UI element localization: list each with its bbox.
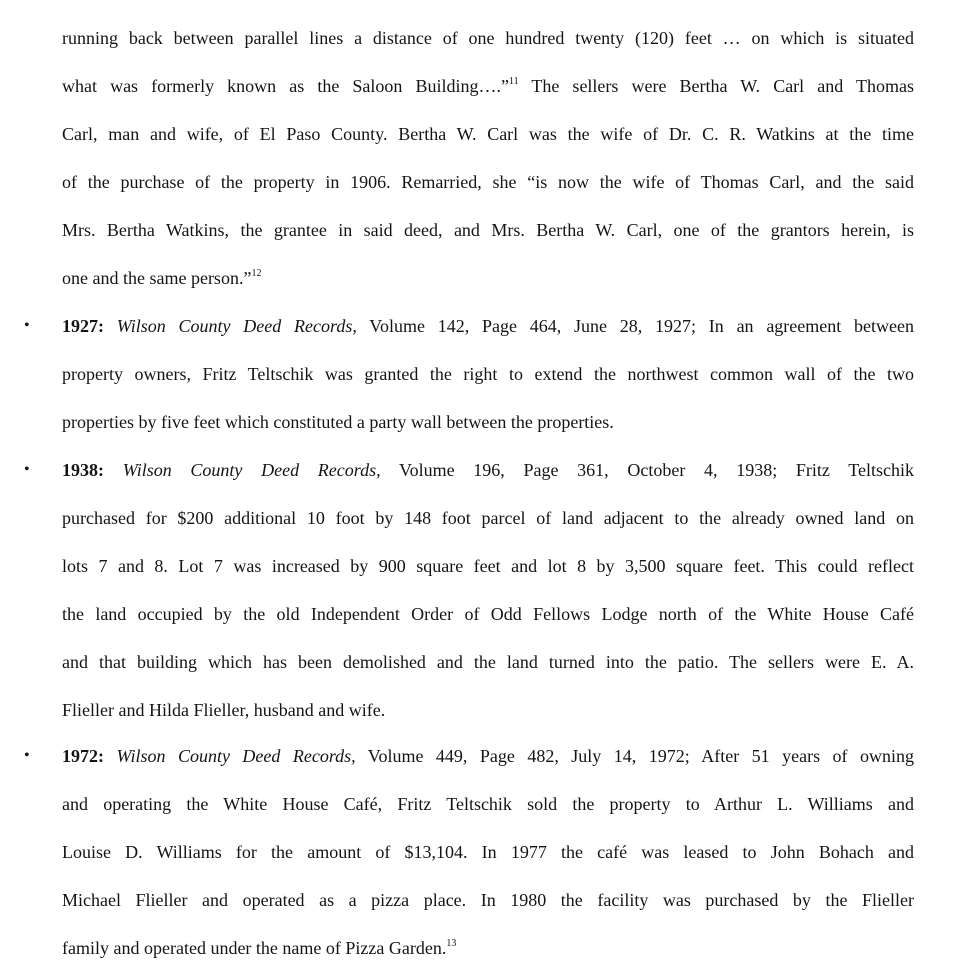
intro-line-2b: The sellers were Bertha W. Carl and Thomas <box>518 76 914 96</box>
entry-1972-line-3: Louise D. Williams for the amount of $13,104. In 1977 the café was leased to John Bohach and <box>62 842 914 862</box>
entry-1927-line-2: property owners, Fritz Teltschik was granted the right to extend the northwest common wall of the two <box>62 364 914 384</box>
entry-1972-line-1 <box>62 732 914 780</box>
entry-1927-line-3: properties by five feet which constituted a party wall between the properties. <box>62 412 614 432</box>
entry-1927-line-1 <box>62 302 914 350</box>
bullet-1972: • <box>24 747 30 764</box>
intro-line-1: running back between parallel lines a distance of one hundred twenty (120) feet … on which is situated <box>62 28 914 48</box>
entry-1938-line-2: purchased for $200 additional 10 foot by 148 foot parcel of land adjacent to the already owned land on <box>62 508 914 528</box>
entry-1972-line-4: Michael Flieller and operated as a pizza place. In 1980 the facility was purchased by the Flieller <box>62 890 914 910</box>
entry-1938-line-1 <box>62 446 914 494</box>
bullet-1938: • <box>24 461 30 478</box>
entry-1938-line-4: the land occupied by the old Independent Order of Odd Fellows Lodge north of the White House Café <box>62 604 914 624</box>
entry-1938-line-6: Flieller and Hilda Flieller, husband and wife. <box>62 700 386 720</box>
intro-line-2a: what was formerly known as the Saloon Building….” <box>62 76 509 96</box>
entry-1972-line-5 <box>62 924 914 972</box>
entry-year: 1938: <box>62 460 104 480</box>
entry-1972 <box>62 732 914 972</box>
intro-line-6 <box>62 254 914 302</box>
intro-paragraph <box>62 0 914 302</box>
entry-1972-line-2: and operating the White House Café, Fritz Teltschik sold the property to Arthur L. Williams and <box>62 794 914 814</box>
entry-line-1-rest: Volume 196, Page 361, October 4, 1938; Fritz Teltschik <box>380 460 915 480</box>
intro-line-2 <box>62 62 914 110</box>
entry-line-1-rest: Volume 142, Page 464, June 28, 1927; In an agreement between <box>356 316 915 336</box>
entry-source: Wilson County Deed Records, <box>116 746 356 766</box>
footnote-ref-13: 13 <box>446 938 457 949</box>
entry-year: 1972: <box>62 746 104 766</box>
entry-year: 1927: <box>62 316 104 336</box>
entry-line-1-rest: Volume 449, Page 482, July 14, 1972; After 51 years of owning <box>355 746 915 766</box>
entry-source: Wilson County Deed Records, <box>122 460 381 480</box>
entry-source: Wilson County Deed Records, <box>116 316 357 336</box>
entry-1938-line-5: and that building which has been demolished and the land turned into the patio. The sellers were E. A. <box>62 652 914 672</box>
bullet-1927: • <box>24 317 30 334</box>
entry-1927 <box>62 302 914 446</box>
entry-1938-line-3: lots 7 and 8. Lot 7 was increased by 900 square feet and lot 8 by 3,500 square feet. This could reflect <box>62 556 914 576</box>
intro-line-3: Carl, man and wife, of El Paso County. Bertha W. Carl was the wife of Dr. C. R. Watkins at the time <box>62 124 914 144</box>
intro-line-5: Mrs. Bertha Watkins, the grantee in said deed, and Mrs. Bertha W. Carl, one of the grantors herein, is <box>62 220 914 240</box>
intro-line-4: of the purchase of the property in 1906. Remarried, she “is now the wife of Thomas Carl, and the said <box>62 172 914 192</box>
intro-line-6a: one and the same person.” <box>62 268 252 288</box>
entry-1938 <box>62 446 914 734</box>
entry-1972-line-5-text: family and operated under the name of Pizza Garden. <box>62 938 447 958</box>
footnote-ref-11: 11 <box>508 76 519 87</box>
footnote-ref-12: 12 <box>251 268 262 279</box>
